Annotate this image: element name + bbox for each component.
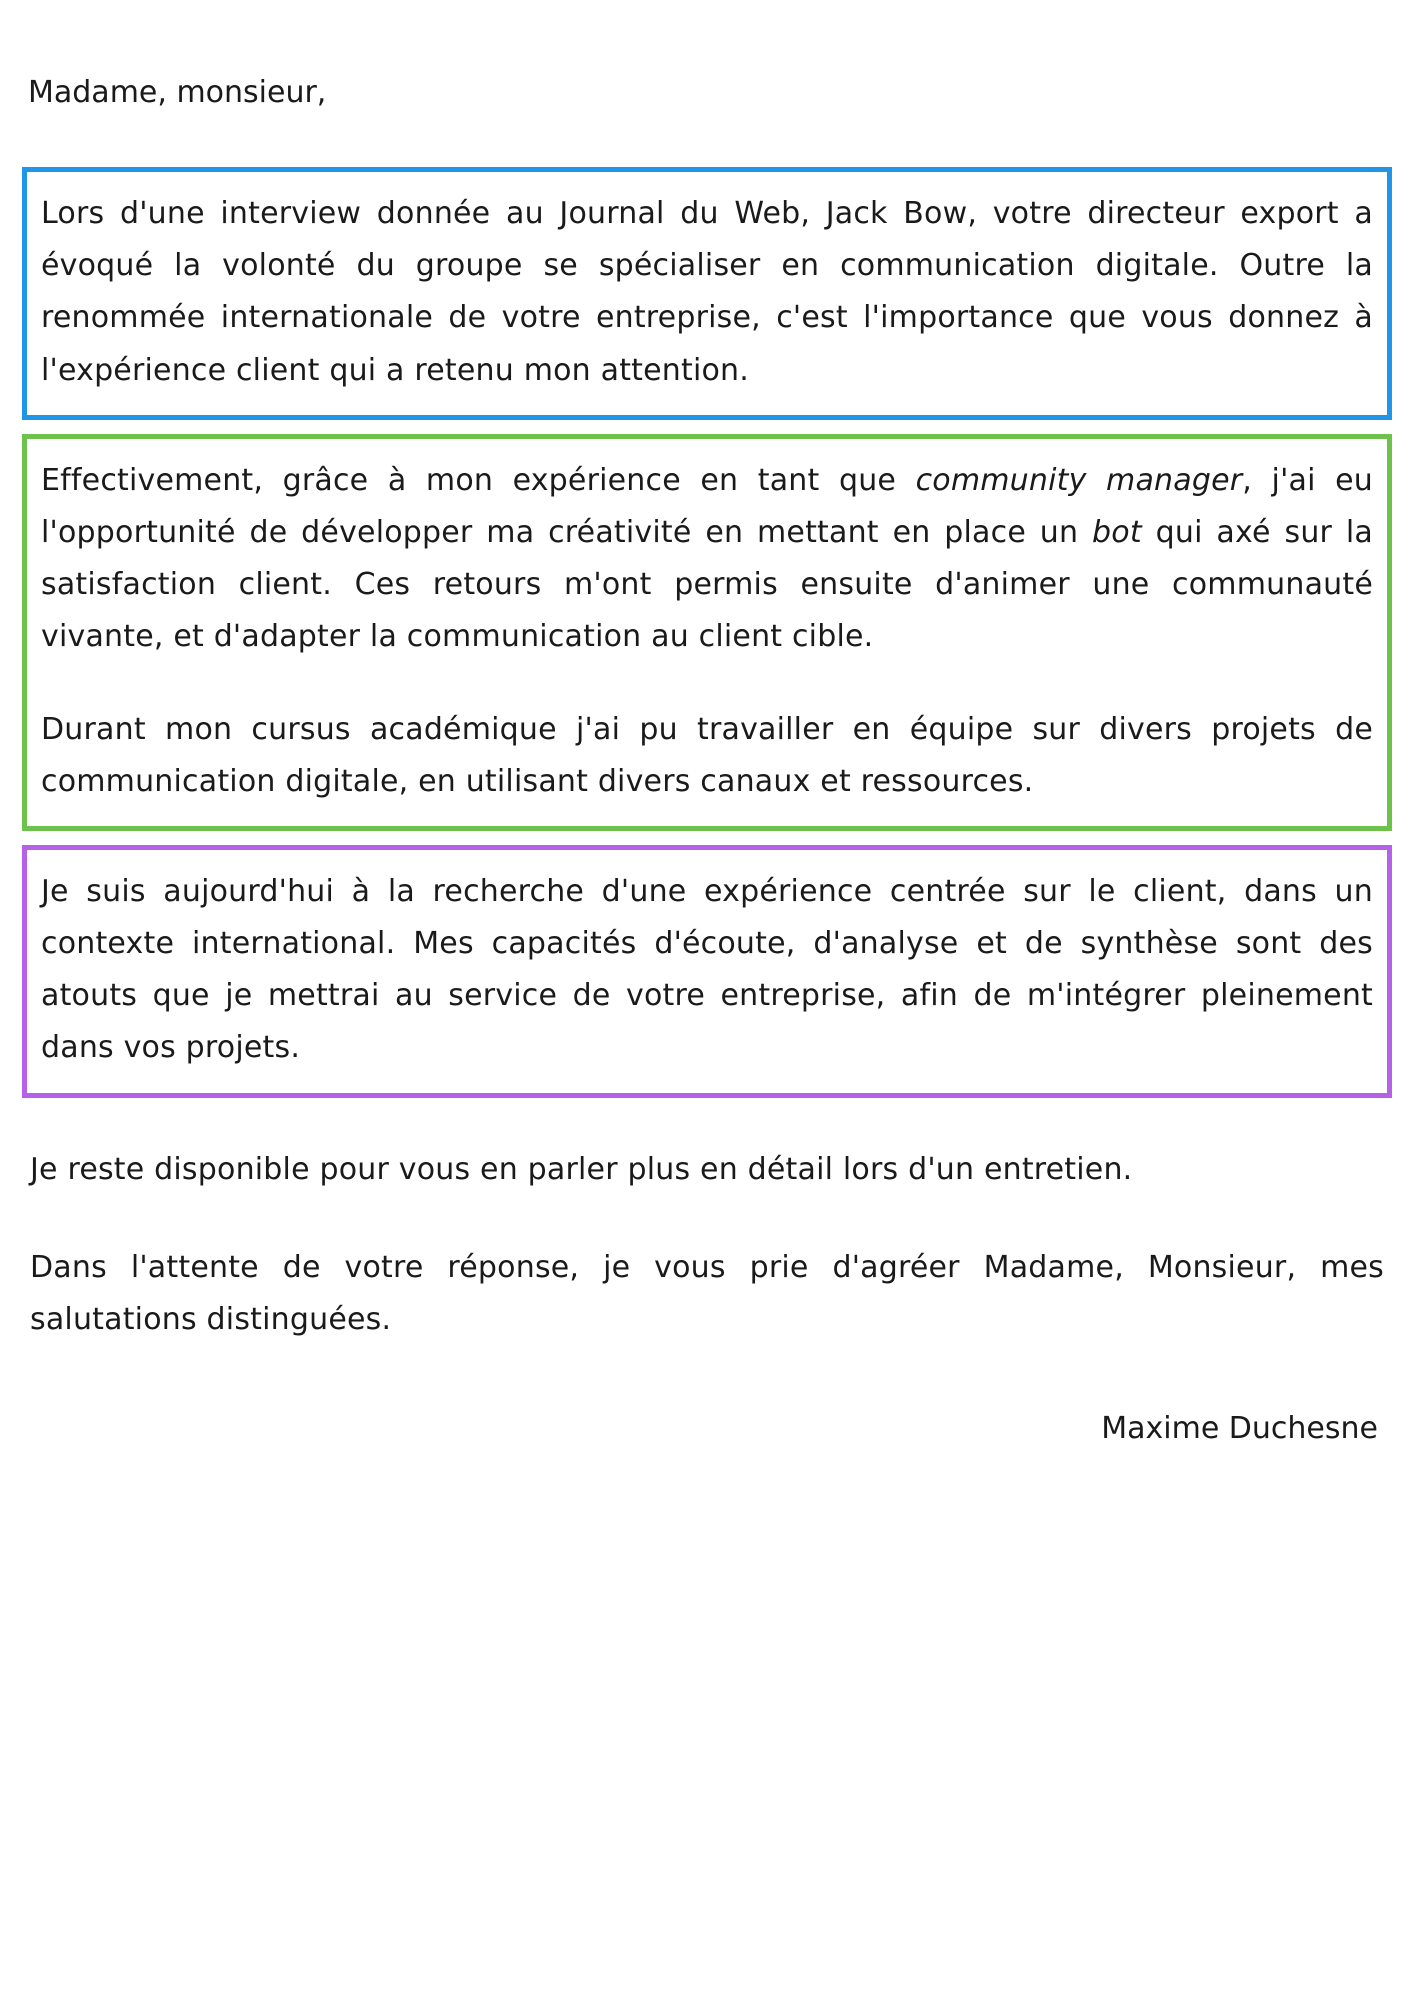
closing-section (22, 1144, 1392, 1347)
highlighted-block-blue (22, 167, 1392, 420)
highlighted-block-purple (22, 845, 1392, 1098)
paragraph-experience-text-2: , j'ai eu l'opportunité de développer ma créativité en mettant en place un (41, 462, 1373, 550)
paragraph-motivation: Je suis aujourd'hui à la recherche d'une expérience centrée sur le client, dans un contexte international. Mes capacités d'écoute, d'analyse et de synthèse sont des atouts que je mettrai au service de votre entreprise, afin de m'intégrer pleinement dans vos projets. (41, 873, 1373, 1066)
paragraph-closing: Dans l'attente de votre réponse, je vous prie d'agréer Madame, Monsieur, mes salutations distinguées. (30, 1249, 1384, 1337)
paragraph-intro: Lors d'une interview donnée au Journal du Web, Jack Bow, votre directeur export a évoqué la volonté du groupe se spécialiser en communication digitale. Outre la renommée internationale de votre entreprise, c'est l'importance que vous donnez à l'expérience client qui a retenu mon attention. (41, 196, 1373, 388)
term-bot: bot (1092, 514, 1142, 550)
signature-name: Maxime Duchesne (1101, 1411, 1378, 1447)
highlighted-block-green (22, 434, 1392, 831)
paragraph-experience-text-1: Effectivement, grâce à mon expérience en tant que (41, 462, 916, 498)
term-community-manager: community manager (915, 462, 1243, 498)
paragraph-experience (41, 455, 1373, 664)
salutation-line: Madame, monsieur, (28, 75, 327, 110)
paragraph-academic: Durant mon cursus académique j'ai pu travailler en équipe sur divers projets de communication digitale, en utilisant divers canaux et ressources. (41, 711, 1373, 799)
paragraph-availability: Je reste disponible pour vous en parler plus en détail lors d'un entretien. (30, 1151, 1133, 1187)
paragraph-experience-text-3: qui axé sur la satisfaction client. Ces retours m'ont permis ensuite d'animer une communauté vivante, et d'adapter la communication au client cible. (41, 514, 1374, 655)
